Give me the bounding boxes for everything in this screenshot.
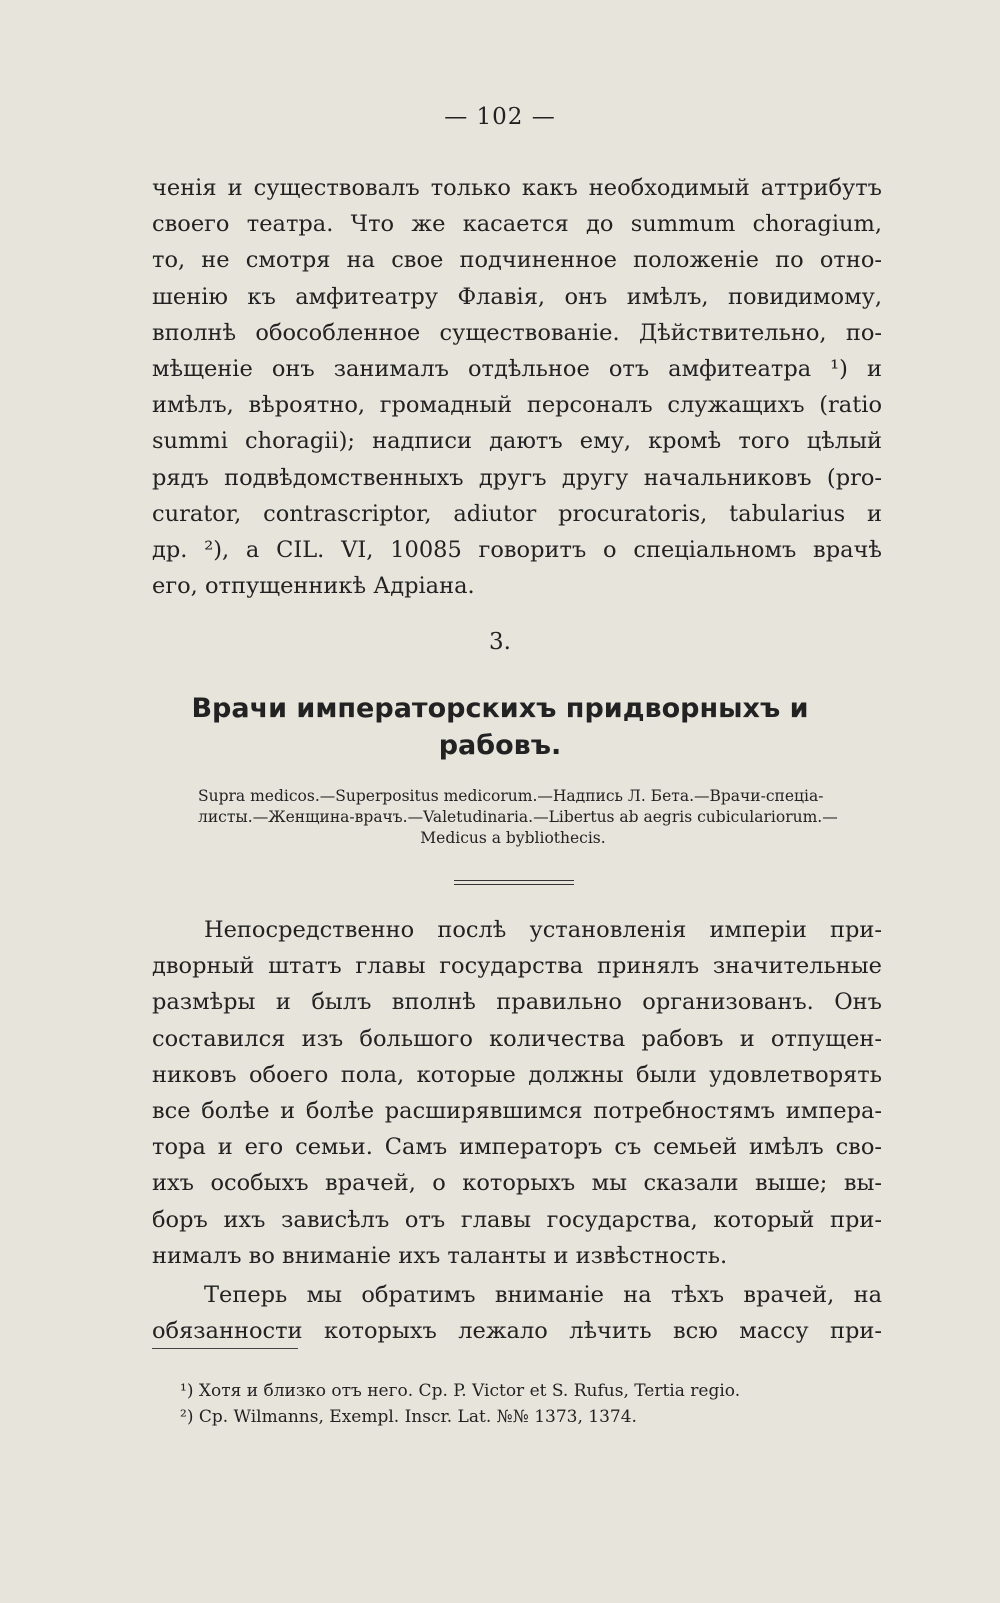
paragraph-3 [152, 1277, 882, 1349]
section-divider [454, 880, 574, 885]
text-line: шенію къ амфитеатру Флавія, онъ имѣлъ, повидимому, [152, 283, 882, 310]
footnote: ¹) Хотя и близко отъ него. Ср. P. Victor et S. Rufus, Tertia regio. [180, 1381, 741, 1401]
heading-line: рабовъ. [438, 730, 562, 761]
footnote: ²) Ср. Wilmanns, Exempl. Inscr. Lat. №№ 1373, 1374. [180, 1407, 637, 1427]
text-line: рядъ подвѣдомственныхъ другъ другу начальниковъ (pro- [152, 464, 882, 491]
footnotes [180, 1378, 880, 1430]
paragraph-2 [152, 912, 882, 1274]
text-line: составился изъ большого количества рабовъ и отпущен- [152, 1025, 882, 1052]
text-line: его, отпущенникѣ Адріана. [152, 573, 475, 600]
summary-line: листы.—Женщина-врачъ.—Valetudinaria.—Libertus ab aegris cubiculariorum.— [198, 808, 838, 826]
text-line: мѣщеніе онъ занималъ отдѣльное отъ амфитеатра ¹) и [152, 356, 882, 383]
page-number: — 102 — [444, 104, 556, 130]
text-line: размѣры и былъ вполнѣ правильно организованъ. Онъ [152, 989, 882, 1016]
section-number: 3. [489, 629, 511, 655]
text-line: curator, contrascriptor, adiutor procuratoris, tabularius и [152, 500, 882, 527]
text-line: имѣлъ, вѣроятно, громадный персоналъ служащихъ (ratio [152, 392, 882, 419]
text-line: ихъ особыхъ врачей, о которыхъ мы сказали выше; вы- [152, 1170, 882, 1197]
text-line: все болѣе и болѣе расширявшимся потребностямъ импера- [152, 1098, 882, 1125]
summary-line: Supra medicos.—Superpositus medicorum.—Надпись Л. Бета.—Врачи-спеціа- [198, 787, 824, 805]
paragraph-1 [152, 170, 882, 604]
heading-line: Врачи императорскихъ придворныхъ и [191, 693, 809, 724]
text-line: тора и его семьи. Самъ императоръ съ семьей имѣлъ сво- [152, 1134, 882, 1161]
text-line: summi choragii); надписи даютъ ему, кромѣ того цѣлый [152, 428, 882, 455]
text-line: дворный штатъ главы государства принялъ значительные [152, 953, 882, 980]
section-summary [198, 786, 838, 849]
text-line: то, не смотря на свое подчиненное положеніе по отно- [152, 247, 882, 274]
summary-line: Medicus a bybliothecis. [420, 829, 606, 847]
footnote-rule [152, 1348, 298, 1349]
text-line: боръ ихъ зависѣлъ отъ главы государства, который при- [152, 1206, 882, 1233]
section-heading [0, 690, 1000, 764]
text-line: ченія и существовалъ только какъ необходимый аттрибутъ [152, 175, 882, 201]
text-line: никовъ обоего пола, которые должны были удовлетворять [152, 1061, 882, 1088]
text-line: др. ²), а CIL. VI, 10085 говоритъ о спеціальномъ врачѣ [152, 537, 882, 564]
text-line: своего театра. Что же касается до summum choragium, [152, 211, 882, 238]
text-line: Теперь мы обратимъ вниманіе на тѣхъ врачей, на [204, 1282, 882, 1308]
text-line: вполнѣ обособленное существованіе. Дѣйствительно, по- [152, 319, 882, 346]
text-line: обязанности которыхъ лежало лѣчить всю массу при- [152, 1318, 882, 1345]
text-line: нималъ во вниманіе ихъ таланты и извѣстность. [152, 1242, 728, 1269]
text-line: Непосредственно послѣ установленія имперіи при- [204, 917, 882, 943]
